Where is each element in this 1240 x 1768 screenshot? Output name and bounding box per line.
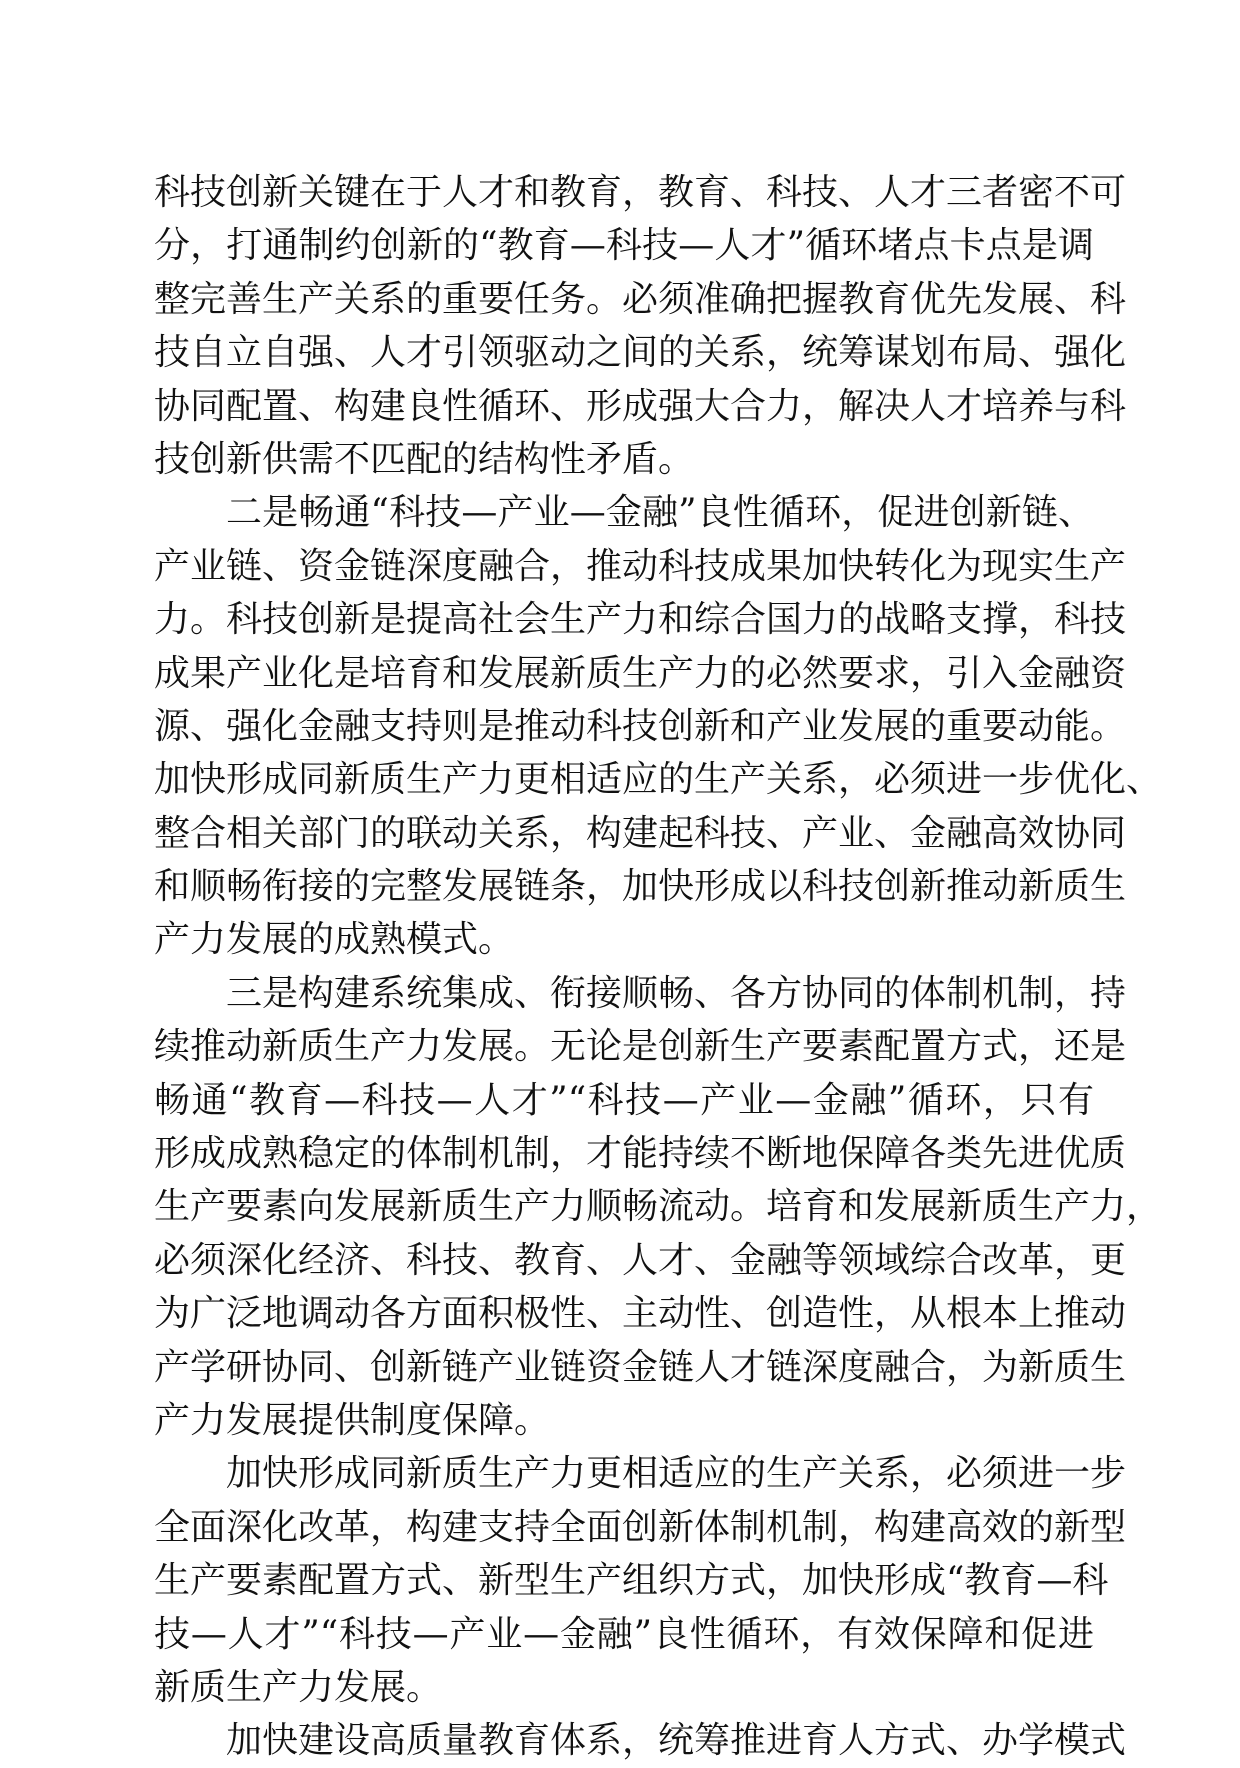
- paragraph-line: 新质生产力发展。: [154, 1666, 443, 1708]
- paragraph-line: 分，打通制约创新的“教育—科技—人才”循环堵点卡点是调: [154, 225, 1094, 267]
- paragraph: [154, 967, 1163, 1448]
- paragraph: [154, 166, 1127, 486]
- paragraph-line: 二是畅通“科技—产业—金融”良性循环，促进创新链、: [226, 492, 1094, 534]
- paragraph-line: 加快形成同新质生产力更相适应的生产关系，必须进一步: [226, 1453, 1127, 1495]
- paragraph-line: 生产要素向发展新质生产力顺畅流动。培育和发展新质生产力，: [154, 1186, 1163, 1228]
- paragraph-line: 技—人才”“科技—产业—金融”良性循环，有效保障和促进: [154, 1613, 1094, 1655]
- paragraph-line: 必须深化经济、科技、教育、人才、金融等领域综合改革，更: [154, 1239, 1127, 1281]
- paragraph-line: 为广泛地调动各方面积极性、主动性、创造性，从根本上推动: [154, 1293, 1127, 1335]
- paragraph-line: 续推动新质生产力发展。无论是创新生产要素配置方式，还是: [154, 1026, 1127, 1068]
- paragraph-line: 产业链、资金链深度融合，推动科技成果加快转化为现实生产: [154, 545, 1127, 587]
- paragraph-line: 产力发展提供制度保障。: [154, 1399, 551, 1441]
- paragraph: [154, 486, 1163, 967]
- paragraph-line: 源、强化金融支持则是推动科技创新和产业发展的重要动能。: [154, 705, 1127, 747]
- paragraph-line: 三是构建系统集成、衔接顺畅、各方协同的体制机制，持: [226, 972, 1127, 1014]
- paragraph-line: 全面深化改革，构建支持全面创新体制机制，构建高效的新型: [154, 1506, 1127, 1548]
- document-body: [154, 166, 1163, 1768]
- paragraph: [154, 1714, 1127, 1767]
- paragraph-line: 技自立自强、人才引领驱动之间的关系，统筹谋划布局、强化: [154, 332, 1127, 374]
- paragraph-line: 科技创新关键在于人才和教育，教育、科技、人才三者密不可: [154, 172, 1127, 213]
- paragraph-line: 生产要素配置方式、新型生产组织方式，加快形成“教育—科: [154, 1560, 1109, 1602]
- paragraph-line: 协同配置、构建良性循环、形成强大合力，解决人才培养与科: [154, 385, 1127, 427]
- paragraph-line: 整完善生产关系的重要任务。必须准确把握教育优先发展、科: [154, 278, 1127, 320]
- paragraph-line: 力。科技创新是提高社会生产力和综合国力的战略支撑，科技: [154, 599, 1127, 641]
- paragraph-line: 技创新供需不匹配的结构性矛盾。: [154, 438, 695, 480]
- paragraph: [154, 1447, 1127, 1714]
- paragraph-line: 和顺畅衔接的完整发展链条，加快形成以科技创新推动新质生: [154, 866, 1127, 908]
- paragraph-line: 整合相关部门的联动关系，构建起科技、产业、金融高效协同: [154, 812, 1127, 854]
- paragraph-line: 形成成熟稳定的体制机制，才能持续不断地保障各类先进优质: [154, 1133, 1127, 1175]
- paragraph-line: 加快建设高质量教育体系，统筹推进育人方式、办学模式: [226, 1720, 1127, 1762]
- paragraph-line: 产学研协同、创新链产业链资金链人才链深度融合，为新质生: [154, 1346, 1127, 1388]
- paragraph-line: 产力发展的成熟模式。: [154, 919, 515, 961]
- paragraph-line: 加快形成同新质生产力更相适应的生产关系，必须进一步优化、: [154, 759, 1163, 801]
- paragraph-line: 畅通“教育—科技—人才”“科技—产业—金融”循环，只有: [154, 1079, 1094, 1121]
- paragraph-line: 成果产业化是培育和发展新质生产力的必然要求，引入金融资: [154, 652, 1127, 694]
